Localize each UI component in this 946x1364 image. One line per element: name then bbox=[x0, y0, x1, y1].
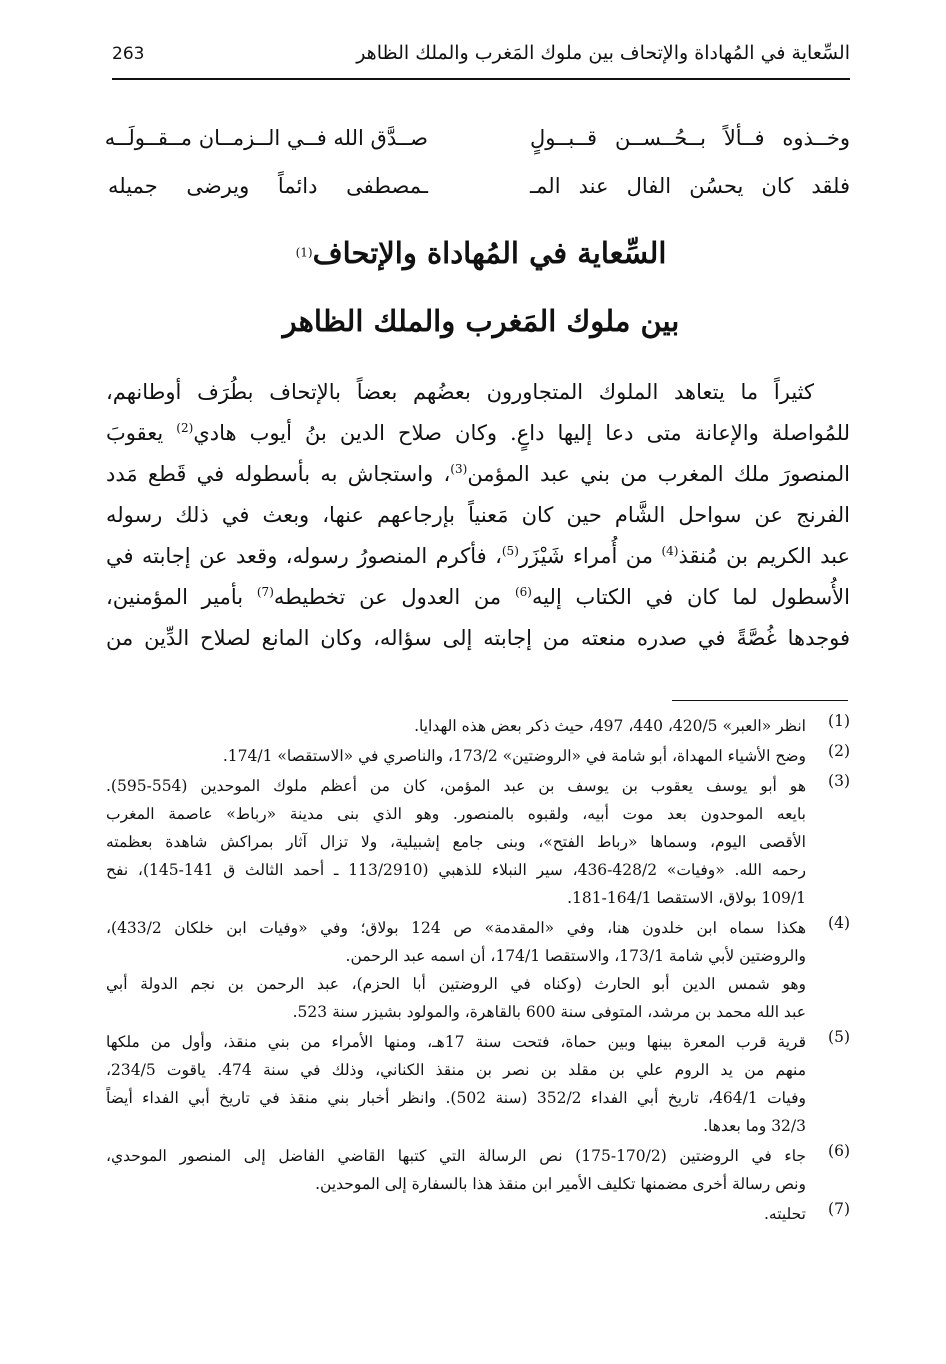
body-line: للمُواصلة والإعانة متى دعا إليها داعٍ. وكان صلاح الدين بنُ أيوب هادي$^{(2)}$ يعقوبَ bbox=[106, 421, 850, 445]
poem-verses bbox=[104, 120, 850, 220]
footnote-ref-5: (5) bbox=[501, 544, 519, 558]
page-header bbox=[112, 40, 850, 80]
footnote-line: وفيات 464/1، تاريخ أبي الفداء 352/2 (سنة 502). وانظر أخبار بني منقذ في تاريخ أبي الفداء أيضاً bbox=[106, 1089, 806, 1107]
footnote bbox=[106, 1028, 850, 1140]
chapter-title bbox=[112, 236, 850, 270]
footnote-number: (2) bbox=[828, 742, 850, 760]
footnote-line: هو أبو يوسف يعقوب بن يوسف بن عبد المؤمن، كان من أعظم ملوك الموحدين (554-595). bbox=[106, 777, 806, 795]
verse-line bbox=[104, 126, 850, 166]
chapter-title-line-1: السِّعاية في المُهاداة والإتحاف bbox=[312, 236, 667, 270]
body-line: فوجدها غُصَّةً في صدره منعته من إجابته إلى سؤاله، وكان المانع لصلاح الدِّين من bbox=[106, 626, 850, 650]
footnote bbox=[106, 742, 850, 770]
footnote-ref-2: (2) bbox=[176, 421, 194, 435]
footnote-line: منهم من يد الروم علي بن مقلد بن نصر بن منقذ الكناني، وذلك في سنة 474. ياقوت 234/5، bbox=[106, 1061, 806, 1079]
body-paragraph bbox=[106, 372, 850, 659]
verse-second-hemistich: صــدَّق الله فــي الــزمــان مــقــولَــه bbox=[104, 126, 428, 150]
footnote-line: عبد الله محمد بن مرشد، المتوفى سنة 600 بالقاهرة، والمولود بشيزر سنة 523. bbox=[292, 1003, 806, 1021]
verse-second-hemistich: ـمصطفى دائماً ويرضى جميله bbox=[108, 174, 428, 198]
footnote-line: ونص رسالة أخرى مضمنها تكليف الأمير ابن منقذ هذا بالسفارة إلى الموحدين. bbox=[315, 1175, 806, 1193]
footnote-line: والروضتين لأبي شامة 173/1، والاستقصا 174/1، أن اسمه عبد الرحمن. bbox=[345, 947, 806, 965]
footnote-line: 109/1 بولاق، الاستقصا 164/1-181. bbox=[567, 889, 806, 907]
chapter-subtitle bbox=[112, 304, 850, 338]
body-line: الأُسطول لما كان في الكتاب إليه$^{(6)}$ من العدول عن تخطيطه$^{(7)}$ بأمير المؤمنين، bbox=[106, 585, 850, 609]
footnote-ref-1: (1) bbox=[295, 245, 313, 260]
footnote-number: (3) bbox=[828, 772, 850, 790]
footnote-line: وهو شمس الدين أبو الحارث (وكناه في الروضتين أبا الحزم)، عبد الرحمن بن نجم الدولة أبي bbox=[106, 975, 806, 993]
footnote-ref-6: (6) bbox=[514, 585, 532, 599]
footnote bbox=[106, 914, 850, 1026]
footnote-line: بايعه الموحدون بعد موت أبيه، ولقبوه بالمنصور. وهو الذي بنى مدينة «رباط» عاصمة المغرب bbox=[106, 805, 806, 823]
footnote-line: تحليته. bbox=[763, 1205, 806, 1223]
footnote-line: الأقصى اليوم، وسماها «رباط الفتح»، وبنى جامع إشبيلية، ولا تزال آثار بمراكش شاهدة بعظمته bbox=[106, 833, 806, 851]
footnote-line: رحمه الله. «وفيات» 428/2-436، سير النبلاء للذهبي (113/2910 ـ أحمد الثالث ق 141-145)، نفح bbox=[106, 861, 806, 879]
verse-first-hemistich: فلقد كان يحسُن الفال عند المـ bbox=[530, 174, 850, 198]
footnote bbox=[106, 1200, 850, 1228]
footnote-line: وضح الأشياء المهداة، أبو شامة في «الروضتين» 173/2، والناصري في «الاستقصا» 174/1. bbox=[222, 747, 806, 765]
footnote-ref-7: (7) bbox=[256, 585, 274, 599]
footnotes bbox=[106, 712, 850, 1230]
page-number: 263 bbox=[112, 44, 145, 64]
running-title: السِّعاية في المُهاداة والإتحاف بين ملوك المَغرب والملك الظاهر bbox=[356, 42, 850, 64]
body-line: الفرنج عن سواحل الشَّام حين كان مَعنياً بإرجاعهم عنها، وبعث في ذلك رسوله bbox=[106, 503, 850, 527]
footnote-number: (1) bbox=[828, 712, 850, 730]
footnote-ref-4: (4) bbox=[661, 544, 679, 558]
footnote-line: هكذا سماه ابن خلدون هنا، وفي «المقدمة» ص 124 بولاق؛ وفي «وفيات ابن خلكان 433/2)، bbox=[106, 919, 806, 937]
footnote-line: انظر «العبر» 420/5، 440، 497، حيث ذكر بعض هذه الهدايا. bbox=[414, 717, 806, 735]
footnote-separator bbox=[672, 700, 848, 701]
footnote-number: (4) bbox=[828, 914, 850, 932]
footnote-line: 32/3 وما بعدها. bbox=[703, 1117, 806, 1135]
body-line: المنصورَ ملك المغرب من بني عبد المؤمن$^{(3)}$، واستجاش به بأسطوله في قَطع مَدد bbox=[106, 462, 850, 486]
footnote-number: (5) bbox=[828, 1028, 850, 1046]
body-line: عبد الكريم بن مُنقذ$^{(4)}$ من أُمراء شَيْزَر$^{(5)}$، فأكرم المنصورُ رسوله، وقعد عن إجابته في bbox=[106, 544, 850, 568]
footnote-number: (7) bbox=[828, 1200, 850, 1218]
body-line: كثيراً ما يتعاهد الملوك المتجاورون بعضُهم بعضاً بالإتحاف بطُرَف أوطانهم، bbox=[106, 380, 814, 404]
verse-first-hemistich: وخــذوه فــألاً بــحُــســن قــبــولٍ bbox=[530, 126, 850, 150]
footnote-ref-3: (3) bbox=[450, 462, 468, 476]
footnote-line: قرية قرب المعرة بينها وبين حماة، فتحت سنة 17هـ، ومنها الأمراء من بني منقذ، وأول من ملكها bbox=[106, 1033, 806, 1051]
footnote-number: (6) bbox=[828, 1142, 850, 1160]
footnote-line: جاء في الروضتين (170/2-175) نص الرسالة التي كتبها القاضي الفاضل إلى المنصور الموحدي، bbox=[106, 1147, 806, 1165]
verse-line bbox=[108, 174, 850, 214]
footnote bbox=[106, 1142, 850, 1198]
footnote bbox=[106, 772, 850, 912]
chapter-title-line-2: بين ملوك المَغرب والملك الظاهر bbox=[282, 304, 680, 338]
footnote bbox=[106, 712, 850, 740]
